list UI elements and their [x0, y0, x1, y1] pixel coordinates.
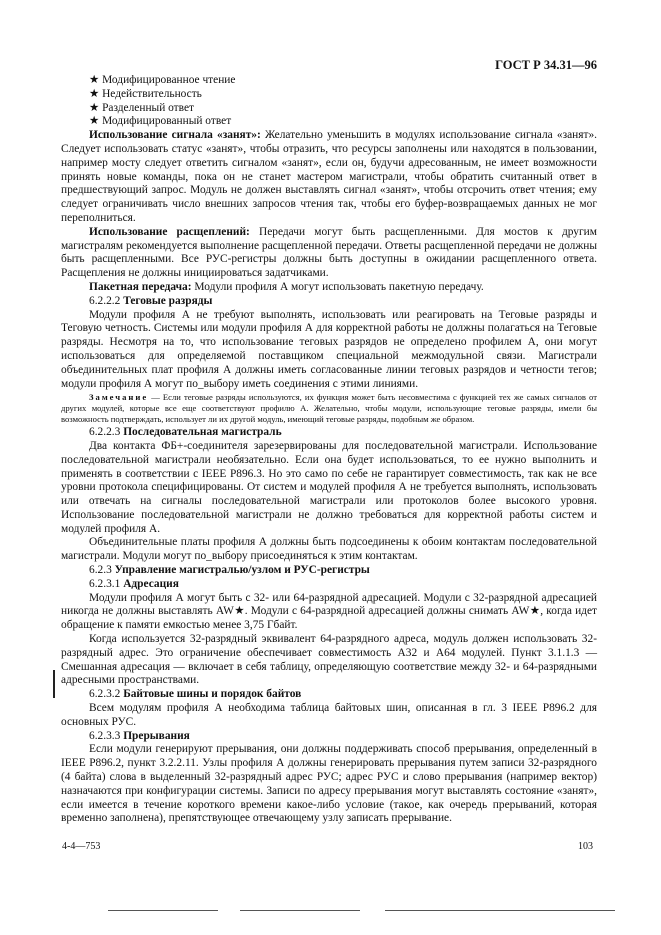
section-heading — [61, 688, 597, 702]
page-number: 103 — [578, 841, 593, 852]
paragraph: Модули профиля А не требуют выполнять, использовать или реагировать на Теговые разряды и Теговую четность. Системы или модули профиля А для корректной работы не должны полагаться на Теговые разряды. Несмотря на то, что использование теговых разрядов не определено профилем А, они могут использоваться для определяемой поставщиком специальной межмодульной связи. Магистрали объединительных плат профиля А должны иметь согласованные линии теговых разрядов и четности тегов; модули профиля А могут по_выбору иметь соединения с этими линиями. — [61, 308, 597, 390]
page-body — [61, 74, 597, 826]
paragraph: Модули профиля А могут быть с 32- или 64-разрядной адресацией. Модули с 32-разрядной адресацией никогда не должны выставлять AW★. Модули с 64-разрядной адресацией должны снимать AW★, когда идет обращение к памяти емкостью менее 3,75 Гбайт. — [61, 591, 597, 632]
section-title: Теговые разряды — [123, 294, 213, 307]
paragraph-burst — [61, 281, 597, 295]
page-header-standard: ГОСТ Р 34.31—96 — [495, 58, 597, 72]
paragraph: Если модули генерируют прерывания, они должны поддерживать способ прерывания, определенный в IEEE P896.2, пункт 3.2.2.11. Узлы профиля А должны генерировать прерывания путем записи 32-разрядного (4 байта) слова в выделенный 32-разрядный адрес РУС; адрес РУС и слово прерывания (например вектор) назначаются при конфигурации системы. Записи по адресу прерывания могут выставлять состояние «занят», если имеется в течение короткого времени какое-либо условие (такое, как очередь прерываний, которая временно заполнена), препятствующее отвечающему узлу записать прерывание. — [61, 743, 597, 825]
footer-code: 4-4—753 — [62, 841, 101, 852]
section-title: Управление магистралью/узлом и РУС-регистры — [114, 564, 370, 577]
section-number: 6.2.3.1 — [89, 577, 121, 590]
list-item-label: Модифицированное чтение — [102, 74, 236, 86]
paragraph-text: Модули профиля А могут использовать пакетную передачу. — [191, 280, 484, 293]
paragraph: Всем модулям профиля А необходима таблица байтовых шин, описанная в гл. 3 IEEE P896.2 для основных РУС. — [61, 702, 597, 728]
paragraph: Два контакта ФБ+-соединителя зарезервированы для последовательной магистрали. Использование последовательной магистрали необязательно. Если она будет использоваться, то ее нужно выполнить и применять в соответствии с IEEE P896.3. Но это само по себе не гарантирует совместимость, так как не все уровни протокола специфицированы. От систем и модулей профиля А не требуется выполнять, использовать или отвечать на сигналы последовательной магистрали или протоколов более высокого уровня. Использование последовательной магистрали не должно требоваться для корректной работы систем и модулей профиля А. — [61, 439, 597, 535]
paragraph-text: Передачи могут быть расщепленными. Для мостов к другим магистралям рекомендуется выполнение расщепленной передачи. Ответы расщепленной передачи не должны быть расщепленными. Все РУС-регистры должны быть доступны в ожидании расщепленного ответа. Расщепления не должны инициироваться задатчиками. — [61, 225, 597, 280]
paragraph-title: Пакетная передача: — [89, 280, 192, 293]
section-title: Байтовые шины и порядок байтов — [123, 688, 302, 701]
section-number: 6.2.3.2 — [89, 688, 121, 701]
note-label: Замечание — [89, 392, 149, 403]
section-heading — [61, 730, 597, 744]
list-item-label: Разделенный ответ — [102, 101, 195, 114]
section-heading — [61, 578, 597, 592]
note — [61, 392, 597, 424]
section-title: Адресация — [123, 577, 179, 590]
section-number: 6.2.2.2 — [89, 294, 121, 307]
list-item — [89, 88, 597, 102]
list-item — [89, 102, 597, 116]
section-heading — [61, 564, 597, 578]
change-bar — [53, 670, 55, 698]
scan-rule — [240, 910, 360, 911]
paragraph-busy-signal — [61, 129, 597, 226]
list-item-label: Недействительность — [102, 87, 202, 100]
paragraph-splits — [61, 226, 597, 281]
scan-rule — [385, 910, 615, 911]
section-heading — [61, 295, 597, 309]
star-icon: ★ — [89, 101, 100, 114]
star-icon: ★ — [89, 115, 100, 128]
paragraph-title: Использование сигнала «занят»: — [89, 129, 261, 142]
star-icon: ★ — [89, 87, 100, 100]
note-text: — Если теговые разряды используются, их функция может быть несовместима с функцией тех же самых сигналов от других модулей, которые все еще соответствуют профилю А. Желательно, чтобы модули, использующие теговые разряды, имели бы возможность подтверждать, использует ли их другой модуль, имеющий теговые разряды, подобным же образом. — [61, 392, 597, 424]
section-number: 6.2.3.3 — [89, 729, 121, 742]
paragraph-title: Использование расщеплений: — [89, 225, 250, 238]
section-number: 6.2.3 — [89, 564, 112, 577]
paragraph: Объединительные платы профиля А должны быть подсоединены к обоим контактам последовательной магистрали. Модули могут по_выбору присоединяться к этим контактам. — [61, 536, 597, 563]
list-item-label: Модифицированный ответ — [102, 115, 232, 128]
section-number: 6.2.2.3 — [89, 426, 121, 439]
list-item — [89, 115, 597, 129]
paragraph: Когда используется 32-разрядный эквивалент 64-разрядного адреса, модуль должен использовать 32-разрядный адрес. Это ограничение обеспечивает совместимость А32 и А64 модулей. Пункт 3.1.1.3 — Смешанная адресация — включает в себя таблицу, определяющую соответствие между 32- и 64-разрядными адресными пространствами. — [61, 633, 597, 687]
section-title: Последовательная магистраль — [123, 426, 282, 439]
section-title: Прерывания — [123, 729, 190, 742]
star-icon: ★ — [89, 74, 100, 86]
section-heading — [61, 426, 597, 440]
list-item — [89, 74, 597, 88]
paragraph-text: Желательно уменьшить в модулях использование сигнала «занят». Следует использовать статус «занят», чтобы отразить, что ресурсы заполнены или находятся в пользовании, например мосту следует ответить сигналом «занят», если он, будучи адресованным, не имеет возможности принять новые команды, пока он не станет мастером магистрали, чтобы обратить считанный ответ в предшествующий запрос. Модуль не должен выставлять сигнал «занят», чтобы отсрочить ответ чтения; ему следует ограничивать число внешних запросов чтения так, чтобы его буфер-возвращаемых данных не мог переполниться. — [61, 129, 597, 224]
scan-rule — [108, 910, 218, 911]
